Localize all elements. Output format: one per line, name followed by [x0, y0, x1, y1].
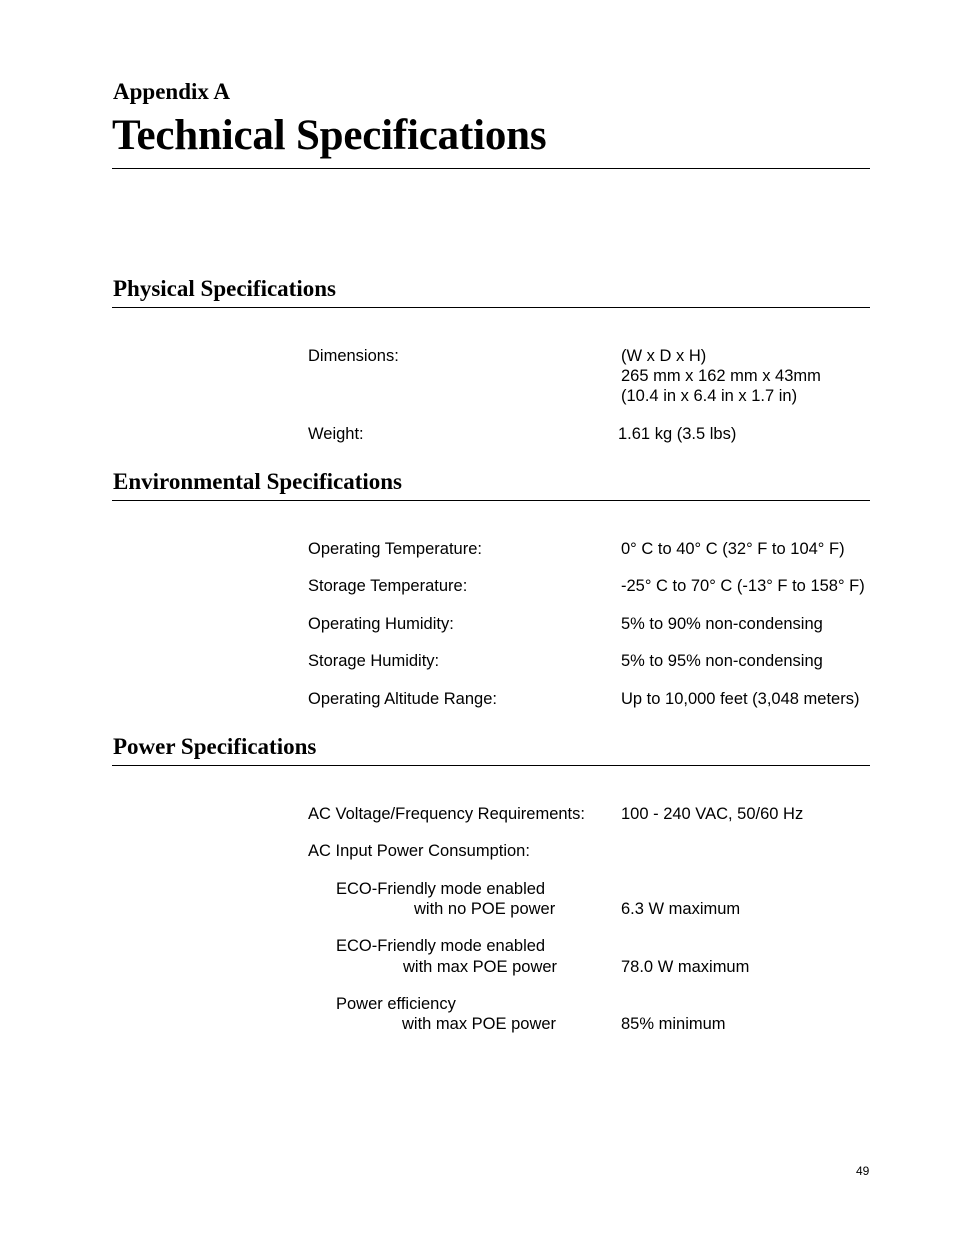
weight-value: 1.61 kg (3.5 lbs): [618, 425, 737, 443]
dimensions-value-line2: 265 mm x 162 mm x 43mm: [621, 367, 821, 385]
ac-voltage-label: AC Voltage/Frequency Requirements:: [308, 805, 585, 823]
power-efficiency-line1: Power efficiency: [336, 995, 456, 1013]
operating-humidity-value: 5% to 90% non-condensing: [621, 615, 823, 633]
storage-humidity-label: Storage Humidity:: [308, 652, 440, 670]
physical-specifications-heading: Physical Specifications: [113, 276, 336, 301]
dimensions-label: Dimensions:: [308, 347, 399, 365]
environmental-specifications-heading: Environmental Specifications: [113, 469, 403, 494]
eco-no-poe-line1: ECO-Friendly mode enabled: [336, 880, 546, 898]
environmental-divider: [112, 500, 870, 501]
weight-label: Weight:: [308, 425, 364, 443]
storage-temperature-value: -25° C to 70° C (-13° F to 158° F): [621, 577, 865, 595]
page-number: 49: [856, 1164, 870, 1178]
title-divider: [112, 168, 870, 169]
operating-temperature-value: 0° C to 40° C (32° F to 104° F): [621, 540, 845, 558]
physical-divider: [112, 307, 870, 308]
ac-input-power-label: AC Input Power Consumption:: [308, 842, 530, 860]
ac-voltage-value: 100 - 240 VAC, 50/60 Hz: [621, 805, 804, 823]
dimensions-value-line3: (10.4 in x 6.4 in x 1.7 in): [621, 387, 798, 405]
eco-no-poe-value: 6.3 W maximum: [621, 900, 741, 918]
operating-humidity-label: Operating Humidity:: [308, 615, 454, 633]
operating-temperature-label: Operating Temperature:: [308, 540, 482, 558]
dimensions-value-line1: (W x D x H): [621, 347, 707, 365]
page-title: Technical Specifications: [112, 112, 547, 159]
storage-humidity-value: 5% to 95% non-condensing: [621, 652, 823, 670]
storage-temperature-label: Storage Temperature:: [308, 577, 468, 595]
operating-altitude-value: Up to 10,000 feet (3,048 meters): [621, 690, 860, 708]
operating-altitude-label: Operating Altitude Range:: [308, 690, 497, 708]
power-efficiency-line2: with max POE power: [402, 1015, 557, 1033]
eco-max-poe-line2: with max POE power: [403, 958, 558, 976]
power-divider: [112, 765, 870, 766]
power-specifications-heading: Power Specifications: [113, 734, 317, 759]
eco-max-poe-line1: ECO-Friendly mode enabled: [336, 937, 546, 955]
eco-max-poe-value: 78.0 W maximum: [621, 958, 750, 976]
appendix-label: Appendix A: [113, 79, 230, 104]
power-efficiency-value: 85% minimum: [621, 1015, 726, 1033]
eco-no-poe-line2: with no POE power: [414, 900, 556, 918]
